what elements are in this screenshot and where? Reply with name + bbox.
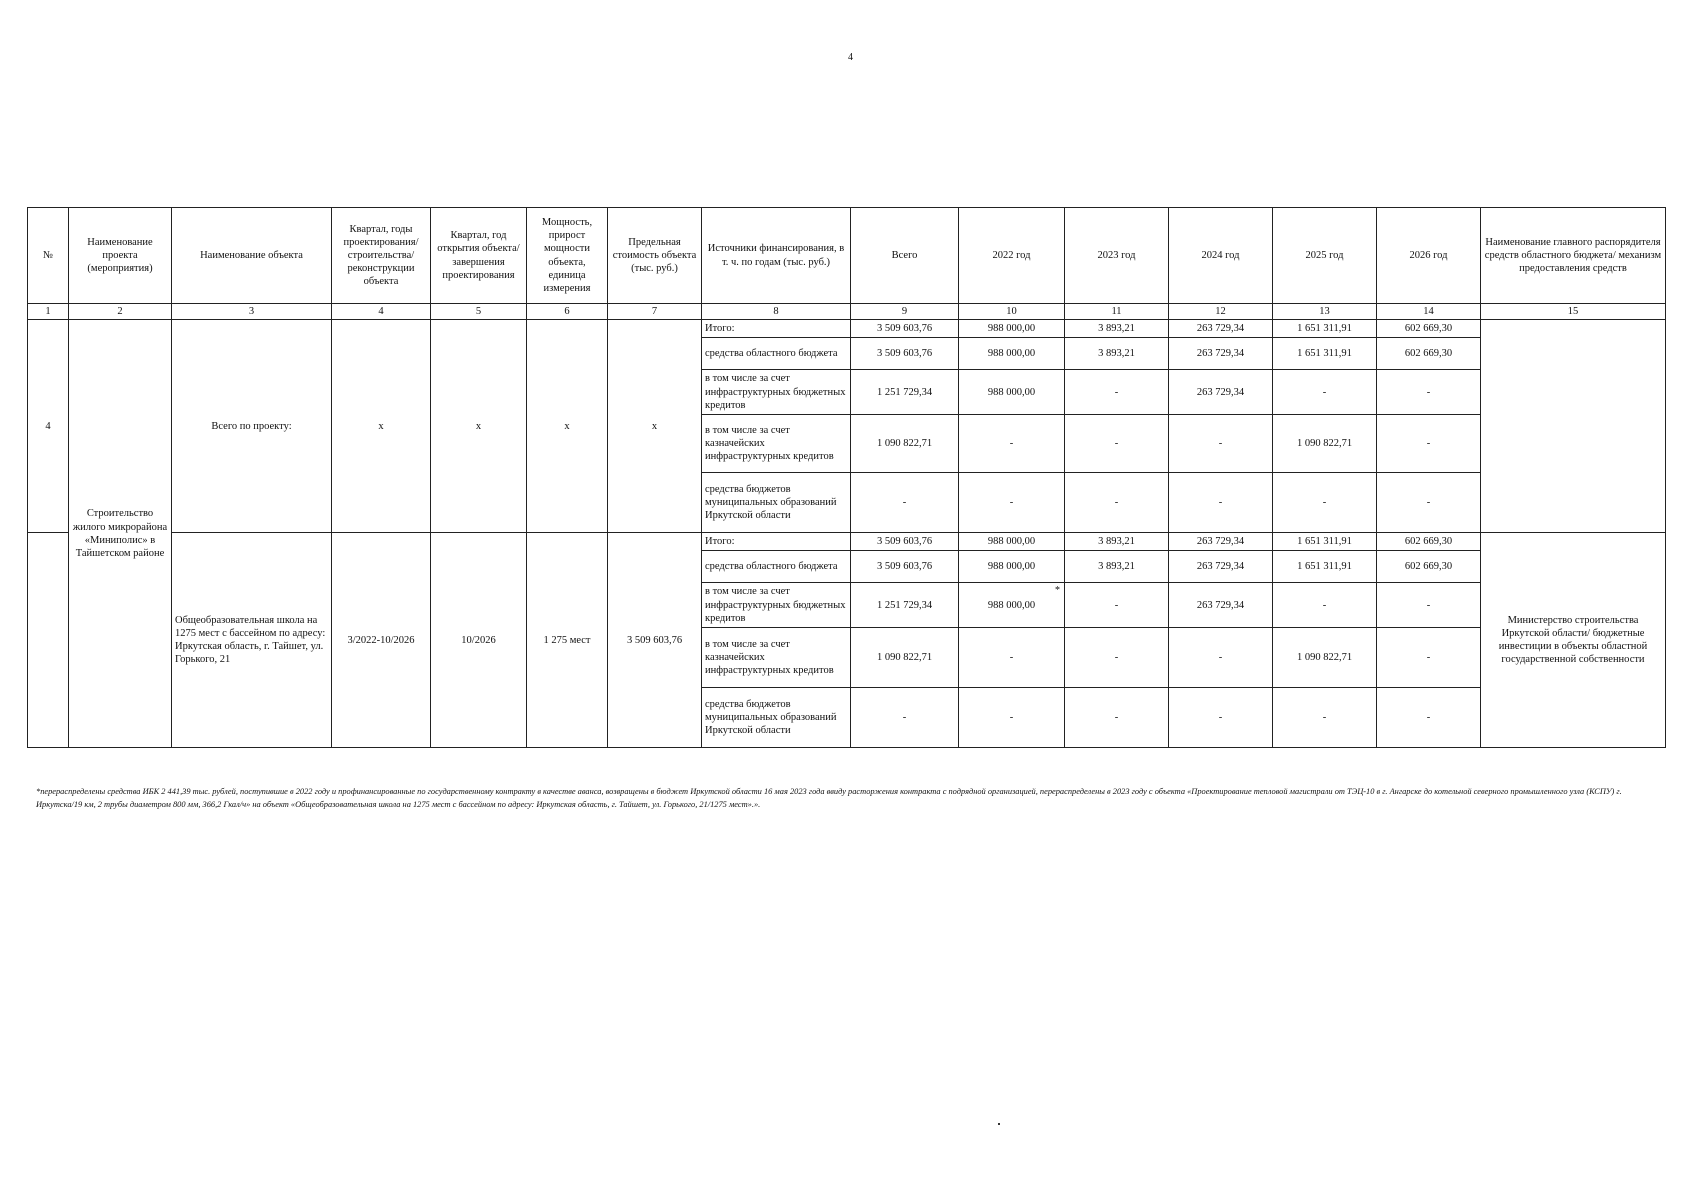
project-manager-empty (1481, 320, 1666, 533)
value-2023: - (1065, 473, 1169, 533)
table-row (28, 533, 1666, 551)
column-number: 12 (1169, 304, 1273, 320)
value-total: 3 509 603,76 (851, 551, 959, 583)
value-2024: - (1169, 628, 1273, 688)
header-cell: Наименование главного распорядителя средств областного бюджета/ механизм предоставления средств (1481, 208, 1666, 304)
value-2024: - (1169, 688, 1273, 748)
column-number: 10 (959, 304, 1065, 320)
column-number: 7 (608, 304, 702, 320)
footnote-marker: * (1055, 585, 1060, 597)
object-name: Общеобразовательная школа на 1275 мест с бассейном по адресу: Иркутская область, г. Тайшет, ул. Горького, 21 (172, 533, 332, 748)
page-number: 4 (848, 52, 853, 63)
header-cell: Квартал, год открытия объекта/ завершения проектирования (431, 208, 527, 304)
header-cell: 2026 год (1377, 208, 1481, 304)
header-cell: Наименование объекта (172, 208, 332, 304)
column-number: 11 (1065, 304, 1169, 320)
header-cell: № (28, 208, 69, 304)
value-2024: 263 729,34 (1169, 583, 1273, 628)
value-total: 1 090 822,71 (851, 628, 959, 688)
value-2022: 988 000,00 (987, 599, 1036, 611)
budget-manager: Министерство строительства Иркутской области/ бюджетные инвестиции в объекты областной государственной собственности (1481, 533, 1666, 748)
value-2022-cell (959, 583, 1065, 628)
column-number: 8 (702, 304, 851, 320)
value-2023: - (1065, 583, 1169, 628)
funding-source: средства областного бюджета (702, 338, 851, 370)
column-number: 13 (1273, 304, 1377, 320)
value-total: 1 251 729,34 (851, 370, 959, 415)
header-cell: Наименование проекта (мероприятия) (69, 208, 172, 304)
funding-source: в том числе за счет казначейских инфраструктурных кредитов (702, 628, 851, 688)
header-cell: 2023 год (1065, 208, 1169, 304)
project-cost: x (608, 320, 702, 533)
value-2022: - (959, 415, 1065, 473)
value-total: 1 251 729,34 (851, 583, 959, 628)
investment-table (27, 207, 1666, 748)
value-2024: 263 729,34 (1169, 551, 1273, 583)
value-2025: - (1273, 688, 1377, 748)
header-row (28, 208, 1666, 304)
value-2026: 602 669,30 (1377, 338, 1481, 370)
value-total: - (851, 473, 959, 533)
table-row (28, 320, 1666, 338)
value-2023: 3 893,21 (1065, 533, 1169, 551)
value-2023: 3 893,21 (1065, 551, 1169, 583)
value-2025: 1 651 311,91 (1273, 551, 1377, 583)
header-cell: 2024 год (1169, 208, 1273, 304)
object-number-empty (28, 533, 69, 748)
value-2025: 1 651 311,91 (1273, 533, 1377, 551)
value-2023: - (1065, 688, 1169, 748)
funding-source: Итого: (702, 533, 851, 551)
value-2025: 1 651 311,91 (1273, 338, 1377, 370)
project-name: Строительство жилого микрорайона «Миниполис» в Тайшетском районе (69, 320, 172, 748)
value-2024: 263 729,34 (1169, 338, 1273, 370)
column-number: 15 (1481, 304, 1666, 320)
value-2023: 3 893,21 (1065, 338, 1169, 370)
value-2026: - (1377, 370, 1481, 415)
column-number: 1 (28, 304, 69, 320)
funding-source: Итого: (702, 320, 851, 338)
value-2022: 988 000,00 (959, 320, 1065, 338)
object-opening: 10/2026 (431, 533, 527, 748)
value-2022: 988 000,00 (959, 533, 1065, 551)
project-capacity: x (527, 320, 608, 533)
header-cell: Источники финансирования, в т. ч. по годам (тыс. руб.) (702, 208, 851, 304)
project-number: 4 (28, 320, 69, 533)
value-2026: 602 669,30 (1377, 533, 1481, 551)
project-total-label: Всего по проекту: (172, 320, 332, 533)
object-period: 3/2022-10/2026 (332, 533, 431, 748)
value-2023: - (1065, 415, 1169, 473)
value-2024: - (1169, 473, 1273, 533)
value-total: 3 509 603,76 (851, 533, 959, 551)
value-2026: 602 669,30 (1377, 551, 1481, 583)
footnote: *перераспределены средства ИБК 2 441,39 тыс. рублей, поступившие в 2022 году и профинансированные по государственному контракту в качестве аванса, возвращены в бюджет Иркутской области 16 мая 2023 года ввиду расторжения контракта с подрядной организацией, перераспределены в 2023 году с объекта «Проектирование тепловой магистрали от ТЭЦ-10 в г. Ангарске до котельной северного промышленного узла (КСПУ) г. Иркутска/19 км, 2 трубы диаметром 800 мм, 366,2 Гкал/ч» на объект «Общеобразовательная школа на 1275 мест с бассейном по адресу: Иркутская область, г. Тайшет, ул. Горького, 21/1275 мест».». (36, 787, 1622, 809)
value-2025: 1 090 822,71 (1273, 628, 1377, 688)
value-2024: 263 729,34 (1169, 370, 1273, 415)
value-2025: - (1273, 583, 1377, 628)
header-cell: 2022 год (959, 208, 1065, 304)
project-period: x (332, 320, 431, 533)
value-2023: 3 893,21 (1065, 320, 1169, 338)
column-number: 4 (332, 304, 431, 320)
value-2025: - (1273, 473, 1377, 533)
object-capacity: 1 275 мест (527, 533, 608, 748)
value-2024: - (1169, 415, 1273, 473)
value-2022: 988 000,00 (959, 370, 1065, 415)
value-2022: - (959, 628, 1065, 688)
value-2022: 988 000,00 (959, 338, 1065, 370)
value-2023: - (1065, 628, 1169, 688)
value-2026: - (1377, 583, 1481, 628)
value-2024: 263 729,34 (1169, 320, 1273, 338)
funding-source: средства бюджетов муниципальных образований Иркутской области (702, 688, 851, 748)
column-number: 14 (1377, 304, 1481, 320)
funding-source: средства бюджетов муниципальных образований Иркутской области (702, 473, 851, 533)
scan-speck (998, 1123, 1000, 1125)
column-number: 6 (527, 304, 608, 320)
column-number: 3 (172, 304, 332, 320)
header-cell: Квартал, годы проектирования/строительства/реконструкции объекта (332, 208, 431, 304)
funding-source: в том числе за счет инфраструктурных бюджетных кредитов (702, 370, 851, 415)
value-2025: 1 090 822,71 (1273, 415, 1377, 473)
value-2025: 1 651 311,91 (1273, 320, 1377, 338)
column-number: 9 (851, 304, 959, 320)
header-cell: Мощность, прирост мощности объекта, единица измерения (527, 208, 608, 304)
funding-source: в том числе за счет казначейских инфраструктурных кредитов (702, 415, 851, 473)
value-2026: 602 669,30 (1377, 320, 1481, 338)
value-2022: - (959, 473, 1065, 533)
value-2026: - (1377, 415, 1481, 473)
project-opening: x (431, 320, 527, 533)
header-cell: 2025 год (1273, 208, 1377, 304)
value-2024: 263 729,34 (1169, 533, 1273, 551)
funding-source: средства областного бюджета (702, 551, 851, 583)
value-2026: - (1377, 473, 1481, 533)
object-cost: 3 509 603,76 (608, 533, 702, 748)
value-2023: - (1065, 370, 1169, 415)
column-number-row (28, 304, 1666, 320)
value-2025: - (1273, 370, 1377, 415)
value-2022: - (959, 688, 1065, 748)
column-number: 5 (431, 304, 527, 320)
value-total: 1 090 822,71 (851, 415, 959, 473)
value-total: 3 509 603,76 (851, 338, 959, 370)
header-cell: Предельная стоимость объекта (тыс. руб.) (608, 208, 702, 304)
value-total: - (851, 688, 959, 748)
value-2026: - (1377, 628, 1481, 688)
funding-source: в том числе за счет инфраструктурных бюджетных кредитов (702, 583, 851, 628)
value-2022: 988 000,00 (959, 551, 1065, 583)
column-number: 2 (69, 304, 172, 320)
header-cell: Всего (851, 208, 959, 304)
value-2026: - (1377, 688, 1481, 748)
value-total: 3 509 603,76 (851, 320, 959, 338)
